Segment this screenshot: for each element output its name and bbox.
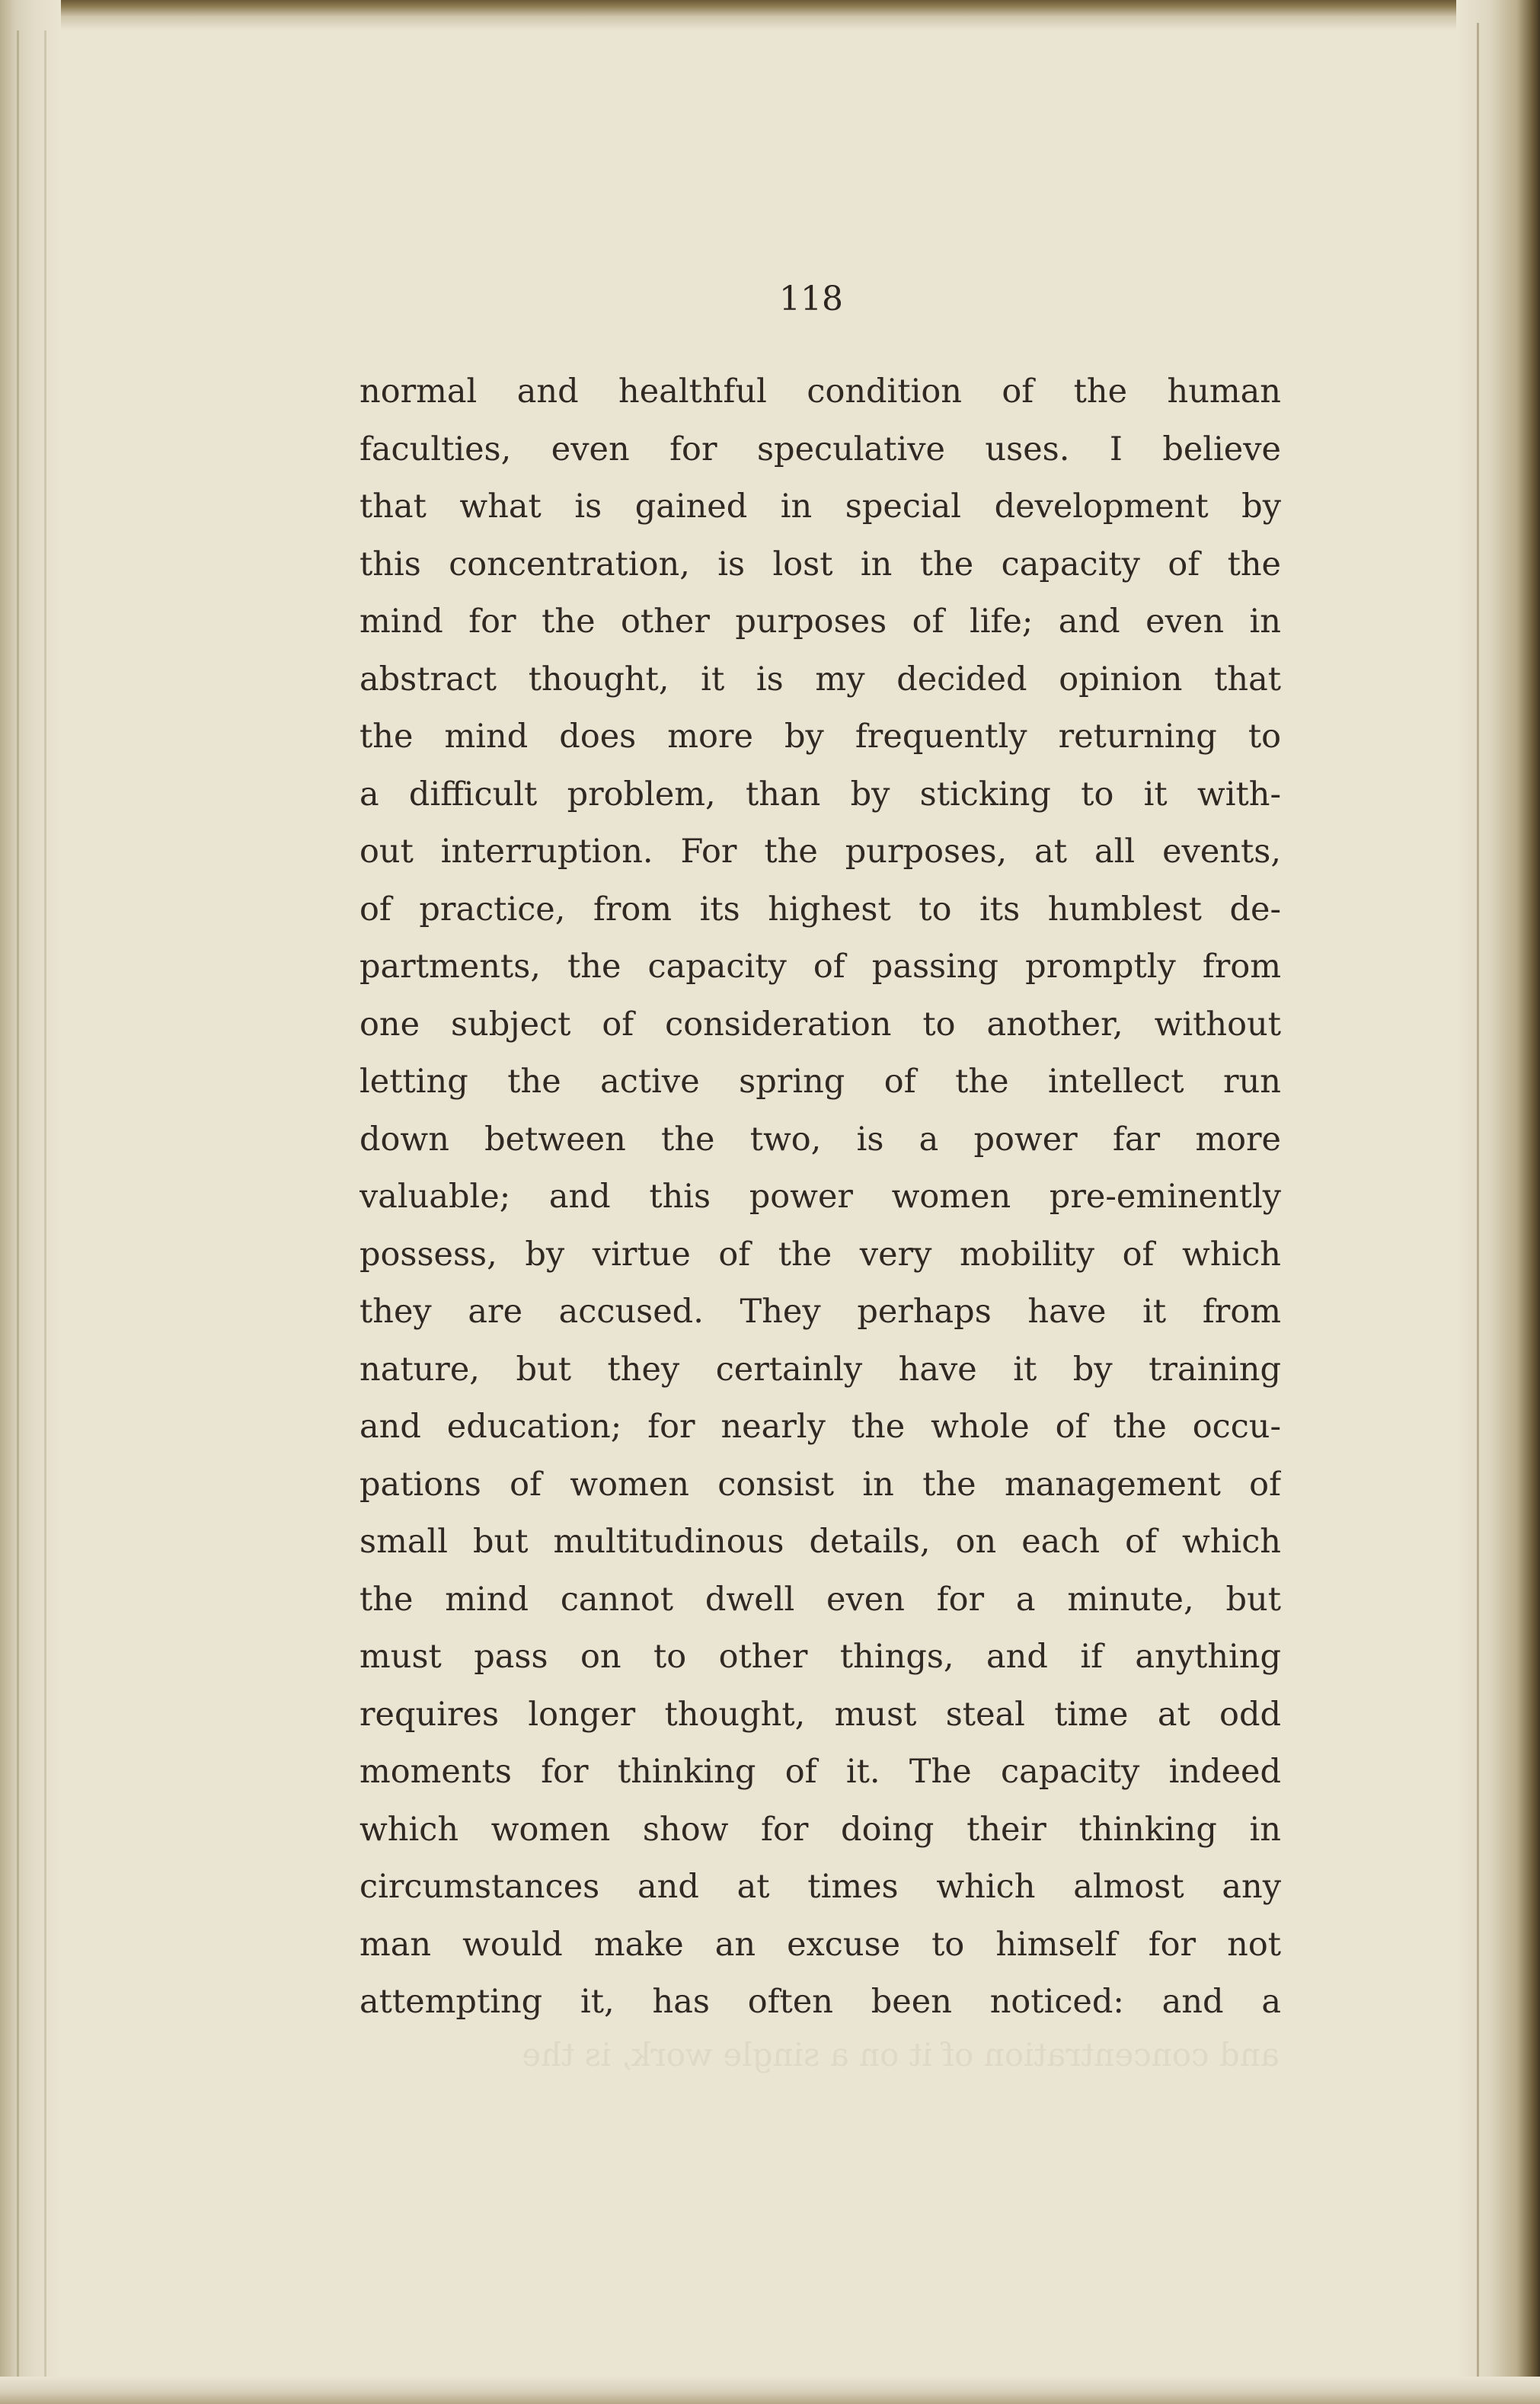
page-top-edge (0, 0, 1540, 30)
text-line: down between the two, is a power far more (359, 1120, 1281, 1159)
page-right-edge (1456, 0, 1540, 2404)
text-line: valuable; and this power women pre-eminently (359, 1178, 1281, 1216)
page-right-rule (1477, 23, 1479, 2384)
text-line: moments for thinking of it. The capacity indeed (359, 1753, 1281, 1791)
text-line: letting the active spring of the intellect run (359, 1063, 1281, 1101)
text-line: requires longer thought, must steal time at odd (359, 1695, 1281, 1734)
text-line: of practice, from its highest to its humblest de- (359, 890, 1281, 929)
text-line: they are accused. They perhaps have it from (359, 1293, 1281, 1331)
text-line: abstract thought, it is my decided opinion that (359, 660, 1281, 699)
text-line: normal and healthful condition of the human (359, 372, 1281, 411)
text-line: mind for the other purposes of life; and even in (359, 603, 1281, 641)
text-line: faculties, even for speculative uses. I believe (359, 430, 1281, 468)
page-left-rule-inner (44, 30, 46, 2384)
text-line: attempting it, has often been noticed: and a (359, 1983, 1281, 2021)
page-left-edge (0, 0, 61, 2404)
text-line: possess, by virtue of the very mobility of which (359, 1235, 1281, 1274)
text-line: out interruption. For the purposes, at all events, (359, 833, 1281, 871)
page-number: 118 (779, 280, 843, 318)
text-line: nature, but they certainly have it by training (359, 1350, 1281, 1389)
text-line: this concentration, is lost in the capacity of the (359, 545, 1281, 583)
text-line: must pass on to other things, and if anything (359, 1638, 1281, 1676)
text-line: a difficult problem, than by sticking to it with- (359, 775, 1281, 814)
page-bottom-edge (0, 2377, 1540, 2404)
text-line: the mind cannot dwell even for a minute, but (359, 1580, 1281, 1619)
body-text (359, 363, 1281, 2032)
text-line: circumstances and at times which almost any (359, 1868, 1281, 1906)
text-line: pations of women consist in the management of (359, 1465, 1281, 1504)
text-line: that what is gained in special development by (359, 488, 1281, 526)
text-line: one subject of consideration to another, without (359, 1005, 1281, 1044)
page-left-rule (17, 30, 19, 2384)
text-line: the mind does more by frequently returning to (359, 718, 1281, 756)
text-line: which women show for doing their thinking in (359, 1810, 1281, 1849)
bleed-through-text: and concentration of it on a single work, is the (522, 2036, 1280, 2073)
text-line: man would make an excuse to himself for not (359, 1925, 1281, 1964)
text-line: and education; for nearly the whole of the occu- (359, 1408, 1281, 1446)
text-line: small but multitudinous details, on each of which (359, 1523, 1281, 1561)
text-line: partments, the capacity of passing promptly from (359, 948, 1281, 986)
